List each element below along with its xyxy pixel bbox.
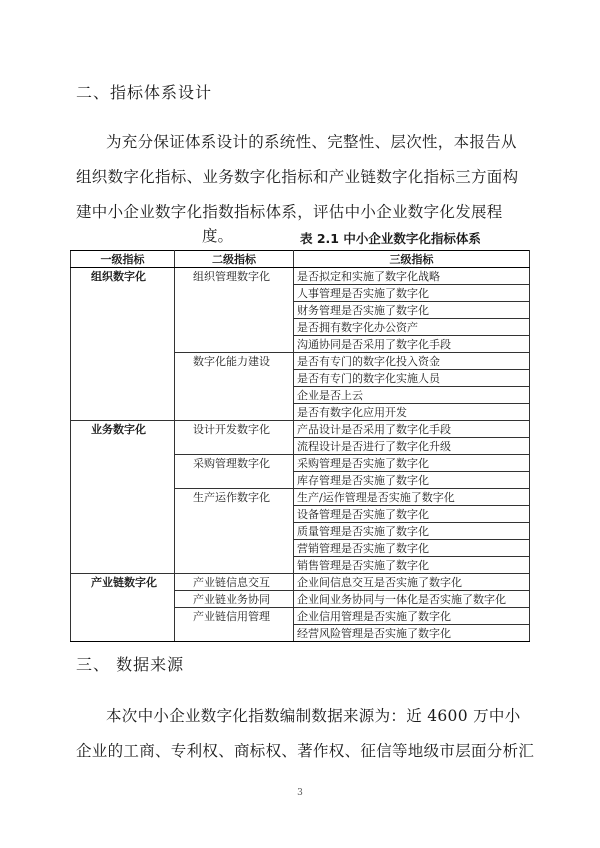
level2-indicator: 产业链信用管理 bbox=[175, 608, 294, 642]
level3-indicator: 营销管理是否实施了数字化 bbox=[294, 540, 530, 557]
level2-indicator: 采购管理数字化 bbox=[175, 455, 294, 489]
level1-indicator: 组织数字化 bbox=[71, 268, 175, 421]
table-row bbox=[71, 268, 530, 285]
paragraph-line: 组织数字化指标、业务数字化指标和产业链数字化指标三方面构 bbox=[76, 168, 519, 186]
section-heading-indicator-design: 二、指标体系设计 bbox=[76, 83, 213, 102]
level3-indicator: 企业间业务协同与一体化是否实施了数字化 bbox=[294, 591, 530, 608]
table-row bbox=[71, 421, 530, 438]
header-level1: 一级指标 bbox=[71, 251, 175, 268]
level3-indicator: 是否有专门的数字化实施人员 bbox=[294, 370, 530, 387]
level3-indicator: 库存管理是否实施了数字化 bbox=[294, 472, 530, 489]
page-number: 3 bbox=[297, 788, 303, 798]
indicator-table bbox=[70, 250, 530, 642]
header-level2: 二级指标 bbox=[175, 251, 294, 268]
level2-indicator: 生产运作数字化 bbox=[175, 489, 294, 574]
level3-indicator: 企业间信息交互是否实施了数字化 bbox=[294, 574, 530, 591]
level3-indicator: 销售管理是否实施了数字化 bbox=[294, 557, 530, 574]
level3-indicator: 人事管理是否实施了数字化 bbox=[294, 285, 530, 302]
header-level3: 三级指标 bbox=[294, 251, 530, 268]
table-caption: 表 2.1 中小企业数字化指标体系 bbox=[300, 231, 481, 246]
level3-indicator: 企业信用管理是否实施了数字化 bbox=[294, 608, 530, 625]
level2-indicator: 数字化能力建设 bbox=[175, 353, 294, 421]
level3-indicator: 生产/运作管理是否实施了数字化 bbox=[294, 489, 530, 506]
level1-indicator: 业务数字化 bbox=[71, 421, 175, 574]
level3-indicator: 流程设计是否进行了数字化升级 bbox=[294, 438, 530, 455]
level2-indicator: 设计开发数字化 bbox=[175, 421, 294, 455]
paragraph-line: 本次中小企业数字化指数编制数据来源为：近 4600 万中小 bbox=[106, 707, 521, 725]
paragraph-line: 建中小企业数字化指数指标体系，评估中小企业数字化发展程 bbox=[76, 203, 503, 221]
table-header-row bbox=[71, 251, 530, 268]
level3-indicator: 质量管理是否实施了数字化 bbox=[294, 523, 530, 540]
level2-indicator: 组织管理数字化 bbox=[175, 268, 294, 353]
paragraph-line: 企业的工商、专利权、商标权、著作权、征信等地级市层面分析汇 bbox=[76, 742, 535, 760]
level2-indicator: 产业链业务协同 bbox=[175, 591, 294, 608]
level3-indicator: 产品设计是否采用了数字化手段 bbox=[294, 421, 530, 438]
level1-indicator: 产业链数字化 bbox=[71, 574, 175, 642]
paragraph-line-end: 度。 bbox=[202, 227, 234, 245]
level3-indicator: 是否有数字化应用开发 bbox=[294, 404, 530, 421]
section-heading-data-source: 三、 数据来源 bbox=[76, 655, 185, 674]
level3-indicator: 采购管理是否实施了数字化 bbox=[294, 455, 530, 472]
level3-indicator: 是否拥有数字化办公资产 bbox=[294, 319, 530, 336]
level2-indicator: 产业链信息交互 bbox=[175, 574, 294, 591]
level3-indicator: 财务管理是否实施了数字化 bbox=[294, 302, 530, 319]
level3-indicator: 经营风险管理是否实施了数字化 bbox=[294, 625, 530, 642]
table-row bbox=[71, 574, 530, 591]
level3-indicator: 是否有专门的数字化投入资金 bbox=[294, 353, 530, 370]
level3-indicator: 沟通协同是否采用了数字化手段 bbox=[294, 336, 530, 353]
level3-indicator: 是否拟定和实施了数字化战略 bbox=[294, 268, 530, 285]
level3-indicator: 企业是否上云 bbox=[294, 387, 530, 404]
paragraph-line: 为充分保证体系设计的系统性、完整性、层次性，本报告从 bbox=[106, 133, 517, 151]
level3-indicator: 设备管理是否实施了数字化 bbox=[294, 506, 530, 523]
